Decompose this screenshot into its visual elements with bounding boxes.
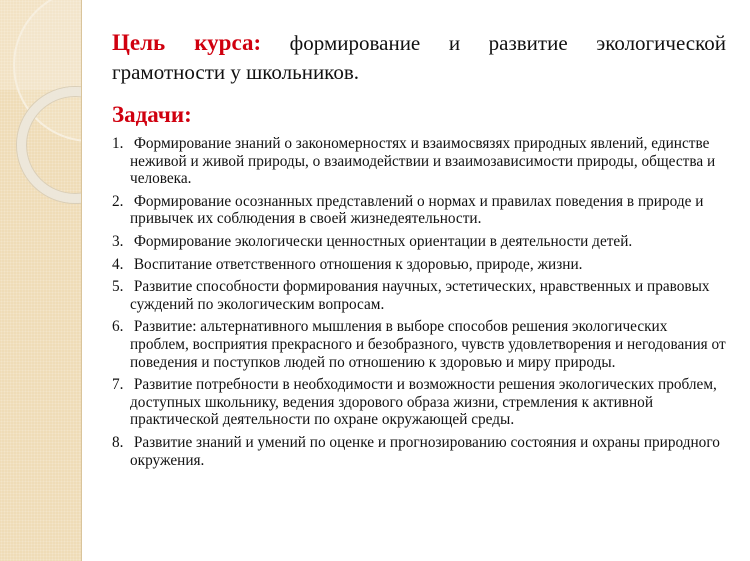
tasks-heading: Задачи: [112, 102, 192, 127]
tasks-list [112, 135, 726, 469]
task-item: 2. Формирование осознанных представлений о нормах и правилах поведения в природе и привычек их соблюдения в своей жизнедеятельности. [112, 192, 704, 228]
task-item: 6. Развитие: альтернативного мышления в выборе способов решения экологических проблем, восприятия прекрасного и безобразного, чувств удовлетворения и негодования от поведения и поступков людей по отношению к здоровью и миру природы. [112, 318, 726, 371]
goal-text: формирование и развитие экологической грамотности у школьников. [112, 31, 727, 84]
task-item: 8. Развитие знаний и умений по оценке и прогнозированию состояния и охраны природного окружения. [112, 433, 720, 469]
decorative-side-strip [0, 0, 82, 561]
task-item: 4. Воспитание ответственного отношения к здоровью, природе, жизни. [112, 255, 583, 273]
task-item: 7. Развитие потребности в необходимости и возможности решения экологических проблем, доступных школьнику, ведения здорового образа жизни, стремления к активной практической деятельности по охране окружающей среды. [112, 376, 717, 429]
task-item: 1. Формирование знаний о закономерностях и взаимосвязях природных явлений, единстве неживой и живой природы, о взаимодействии и взаимозависимости природы, общества и человека. [112, 135, 716, 188]
task-item: 3. Формирование экологически ценностных ориентации в деятельности детей. [112, 232, 633, 250]
task-item: 5. Развитие способности формирования научных, эстетических, нравственных и правовых суждений по экологическим вопросам. [112, 278, 710, 313]
slide-content [112, 28, 726, 474]
goal-label: Цель курса: [112, 30, 262, 55]
course-goal [112, 28, 726, 87]
